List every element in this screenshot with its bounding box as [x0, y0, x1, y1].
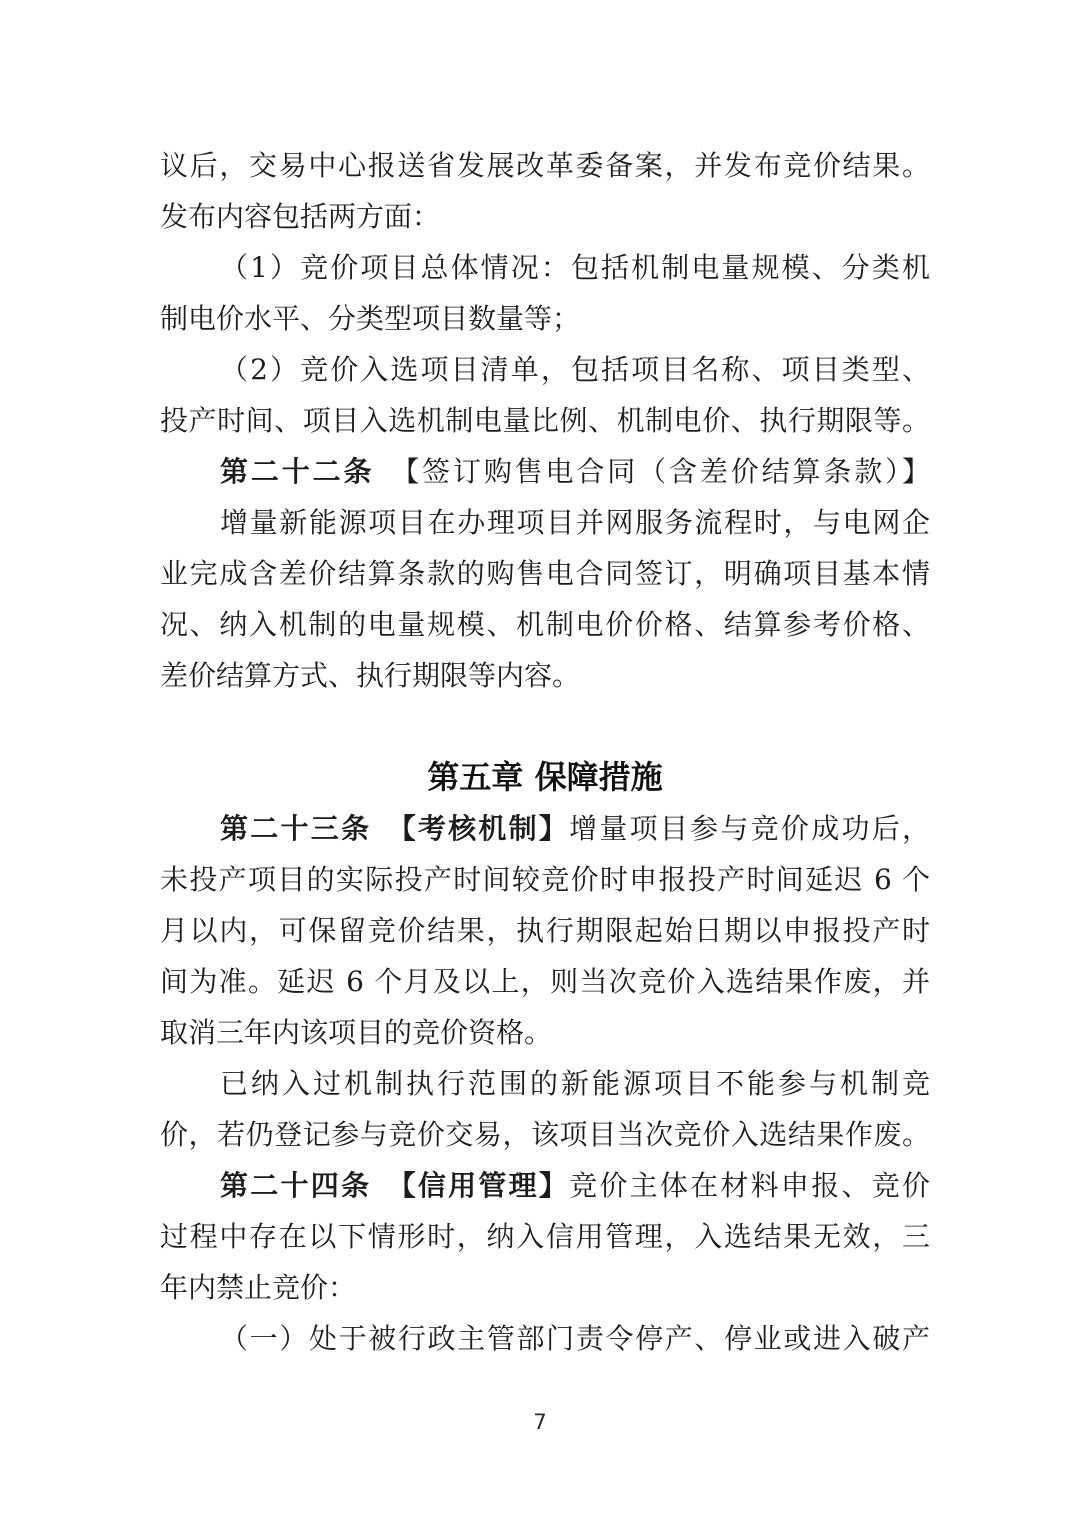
text-line: （一）处于被行政主管部门责令停产、停业或进入破产 [220, 1322, 930, 1355]
text-line: 月以内，可保留竞价结果，执行期限起始日期以申报投产时 [160, 914, 930, 947]
text-line: （1）竞价项目总体情况：包括机制电量规模、分类机 [220, 251, 930, 284]
article-title: 【考核机制】 [401, 812, 570, 845]
text-line: （2）竞价入选项目清单，包括项目名称、项目类型、 [220, 353, 930, 386]
article-number: 第二十二条 [220, 455, 375, 488]
blank-line [160, 701, 930, 752]
article-gap [371, 1169, 401, 1202]
text-line: 过程中存在以下情形时，纳入信用管理，入选结果无效，三 [160, 1220, 930, 1253]
document-body [160, 140, 930, 1364]
page-number: 7 [533, 1410, 547, 1434]
article-heading-line [160, 446, 930, 497]
text-line: 差价结算方式、执行期限等内容。 [160, 659, 581, 692]
article-text: 增量项目参与竞价成功后， [569, 812, 930, 845]
article-title: 【签订购售电合同（含差价结算条款）】 [374, 455, 930, 488]
text-line: 投产时间、项目入选机制电量比例、机制电价、执行期限等。 [160, 404, 930, 437]
text-line: 议后，交易中心报送省发展改革委备案，并发布竞价结果。 [160, 149, 930, 182]
text-line: 业完成含差价结算条款的购售电合同签订，明确项目基本情 [160, 557, 930, 590]
text-line: 取消三年内该项目的竞价资格。 [160, 1016, 553, 1049]
article-number: 第二十三条 [220, 812, 372, 845]
text-line: 价，若仍登记参与竞价交易，该项目当次竞价入选结果作废。 [160, 1118, 930, 1151]
article-gap [371, 812, 401, 845]
text-line: 未投产项目的实际投产时间较竞价时申报投产时间延迟 6 个 [160, 863, 930, 896]
chapter-heading: 第五章 保障措施 [427, 758, 663, 796]
text-line: 制电价水平、分类型项目数量等； [160, 302, 581, 335]
article-number: 第二十四条 [220, 1169, 372, 1202]
text-line: 增量新能源项目在办理项目并网服务流程时，与电网企 [220, 506, 930, 539]
text-line: 已纳入过机制执行范围的新能源项目不能参与机制竞 [220, 1067, 930, 1100]
text-line: 况、纳入机制的电量规模、机制电价价格、结算参考价格、 [160, 608, 930, 641]
article-heading-line [160, 1160, 930, 1211]
text-line: 发布内容包括两方面： [160, 200, 441, 233]
article-text: 竞价主体在材料申报、竞价 [569, 1169, 930, 1202]
article-heading-line [160, 803, 930, 854]
text-line: 间为准。延迟 6 个月及以上，则当次竞价入选结果作废，并 [160, 965, 930, 998]
article-title: 【信用管理】 [401, 1169, 570, 1202]
text-line: 年内禁止竞价： [160, 1271, 357, 1304]
